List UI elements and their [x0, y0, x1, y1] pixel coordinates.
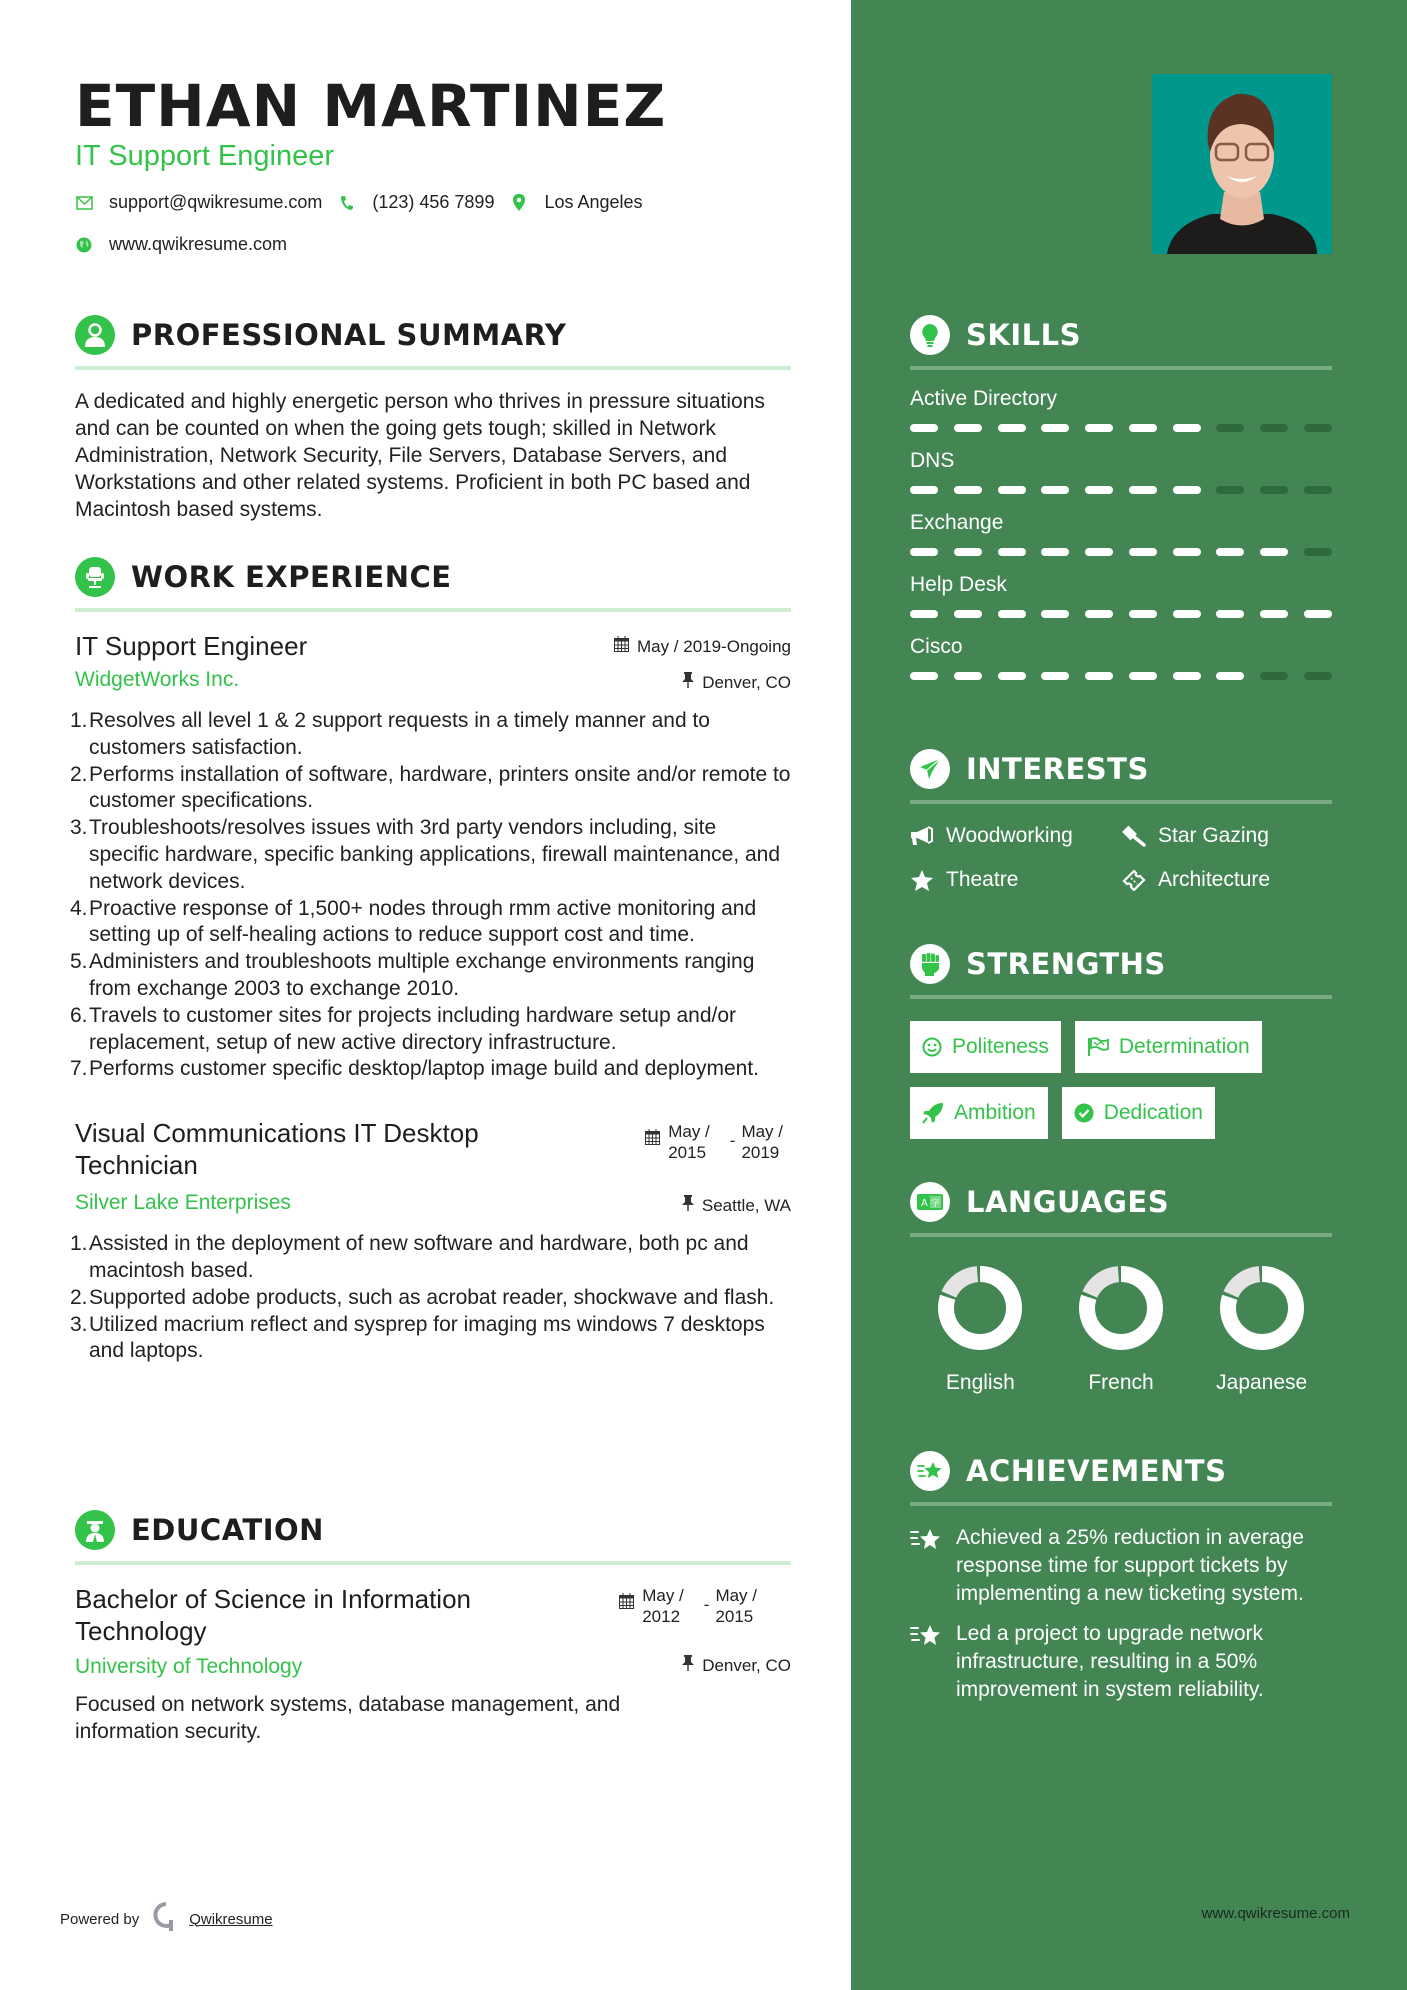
- skill-segment-filled: [1041, 424, 1069, 432]
- education-location: [682, 1655, 791, 1676]
- job-title: Visual Communications IT Desktop Technician: [75, 1118, 479, 1181]
- section-interests: [910, 748, 1332, 892]
- duty-item: 6. Travels to customer sites for projects including hardware setup and/or replacement, setup of new active directory infrastructure.: [70, 1003, 737, 1054]
- lightbulb-icon: [910, 315, 950, 355]
- section-divider: [75, 608, 791, 612]
- skill-segment-filled: [1041, 486, 1069, 494]
- skill-item: [910, 634, 1332, 680]
- skill-segment-filled: [1129, 486, 1157, 494]
- email-text: support@qwikresume.com: [109, 192, 323, 212]
- job-date: May / 2015 - May / 2019: [645, 1121, 791, 1163]
- achievement-item: Achieved a 25% reduction in average response time for support tickets by implementing a new ticketing system.: [910, 1524, 1332, 1608]
- interest-item: Architecture: [1122, 868, 1332, 892]
- qwikresume-logo-icon: [153, 1902, 179, 1936]
- language-donut: [1076, 1263, 1166, 1353]
- globe-icon: [75, 236, 93, 254]
- skill-name: DNS: [910, 449, 955, 472]
- user-icon: [75, 315, 115, 355]
- skill-segment-filled: [954, 610, 982, 618]
- language-item: [1191, 1263, 1332, 1395]
- location-text: Denver, CO: [702, 1655, 791, 1675]
- job-date: [614, 636, 791, 657]
- skill-segment-filled: [910, 610, 938, 618]
- skill-segment-filled: [1260, 610, 1288, 618]
- flag-icon: [1087, 1037, 1109, 1057]
- skill-segment-filled: [1041, 548, 1069, 556]
- duty-item: 1. Assisted in the deployment of new software and hardware, both pc and macintosh based.: [70, 1232, 749, 1282]
- gavel-icon: [1122, 825, 1146, 847]
- job-title: IT Support Engineer: [75, 631, 308, 661]
- phone-icon: [338, 194, 356, 212]
- skill-segment-filled: [998, 486, 1026, 494]
- skill-segment-filled: [1173, 672, 1201, 680]
- skill-segment-filled: [1041, 610, 1069, 618]
- powered-by: [60, 1902, 273, 1936]
- languages-list: [910, 1263, 1332, 1395]
- skill-segment-filled: [1216, 672, 1244, 680]
- location-text: Seattle, WA: [701, 1195, 791, 1215]
- skill-segment-filled: [1216, 610, 1244, 618]
- skill-segment-empty: [1304, 548, 1332, 556]
- section-divider: [910, 1502, 1332, 1506]
- skill-segment-empty: [1216, 424, 1244, 432]
- job-entry: [70, 630, 791, 1083]
- strength-badge: Dedication: [1062, 1087, 1215, 1139]
- education-date: May / 2012 - May / 2015: [619, 1585, 791, 1627]
- website-text: www.qwikresume.com: [109, 234, 288, 254]
- job-entry: [70, 1117, 791, 1365]
- smile-icon: [922, 1037, 942, 1057]
- education-description: Focused on network systems, database management, and information security.: [75, 1693, 621, 1743]
- skill-level-bar: [910, 610, 1332, 618]
- skill-item: [910, 510, 1332, 556]
- envelope-icon: [75, 194, 93, 212]
- strength-badge: Ambition: [910, 1087, 1048, 1139]
- summary-text: A dedicated and highly energetic person who thrives in pressure situations and can be counted on when the going gets tough; skilled in Network Administration, Network Security, File Servers, Database Servers, and Workstations and other related systems. Proficient in both PC based and Macintosh based systems.: [75, 390, 765, 521]
- location-text: Los Angeles: [544, 192, 643, 212]
- skill-segment-filled: [1173, 486, 1201, 494]
- degree-title: Bachelor of Science in Information Technology: [75, 1584, 471, 1646]
- pushpin-icon: [682, 1195, 694, 1216]
- skill-level-bar: [910, 548, 1332, 556]
- calendar-icon: [614, 636, 629, 657]
- job-location: [682, 672, 791, 693]
- skill-segment-filled: [1085, 610, 1113, 618]
- duties-list: [70, 708, 791, 1083]
- section-strengths: [910, 943, 1332, 1139]
- skill-segment-filled: [1129, 672, 1157, 680]
- candidate-name: ETHAN MARTINEZ: [75, 72, 667, 140]
- section-divider: [75, 1561, 791, 1565]
- duty-item: 3. Utilized macrium reflect and sysprep for imaging ms windows 7 desktops and laptops.: [70, 1312, 765, 1363]
- skill-segment-filled: [1173, 424, 1201, 432]
- skill-name: Active Directory: [910, 387, 1058, 410]
- skill-item: [910, 572, 1332, 618]
- skill-segment-filled: [1085, 672, 1113, 680]
- skill-segment-filled: [954, 486, 982, 494]
- date-end: May / 2015: [715, 1586, 757, 1626]
- skill-segment-filled: [1173, 610, 1201, 618]
- strength-badge: Politeness: [910, 1021, 1061, 1073]
- contact-row-website: [75, 234, 303, 255]
- skill-item: [910, 448, 1332, 494]
- school-name: University of Technology: [75, 1655, 303, 1678]
- shooting-star-icon: [910, 1622, 944, 1704]
- language-name: French: [1088, 1371, 1154, 1394]
- section-divider: [910, 995, 1332, 999]
- date-start: May / 2015: [668, 1122, 710, 1163]
- interests-list: [910, 824, 1332, 892]
- duty-item: 2. Performs installation of software, hardware, printers onsite and/or remote to customer specifications.: [70, 762, 791, 813]
- check-circle-icon: [1074, 1103, 1094, 1123]
- skill-segment-filled: [998, 610, 1026, 618]
- star-icon: [910, 870, 934, 891]
- section-experience: [70, 556, 791, 1365]
- contact-email[interactable]: [75, 192, 322, 213]
- duty-item: 2. Supported adobe products, such as acrobat reader, shockwave and flash.: [70, 1285, 775, 1309]
- skill-segment-empty: [1260, 672, 1288, 680]
- interest-item: Star Gazing: [1122, 824, 1332, 848]
- language-item: [1051, 1263, 1192, 1395]
- office-chair-icon: [75, 557, 115, 597]
- skills-list: [910, 386, 1332, 680]
- date-start: May / 2012: [642, 1586, 684, 1626]
- pushpin-icon: [682, 1655, 694, 1676]
- section-divider: [75, 366, 791, 370]
- section-title: WORK EXPERIENCE: [131, 560, 452, 594]
- graduate-icon: [75, 1510, 115, 1550]
- svg-text:A: A: [921, 1198, 928, 1209]
- skill-segment-filled: [1085, 424, 1113, 432]
- skill-segment-empty: [1304, 424, 1332, 432]
- skill-segment-filled: [998, 424, 1026, 432]
- contact-row: [75, 192, 659, 213]
- interest-item: Theatre: [910, 868, 1122, 892]
- section-languages: [910, 1181, 1332, 1395]
- skill-level-bar: [910, 672, 1332, 680]
- strengths-list: [910, 1021, 1332, 1139]
- skill-level-bar: [910, 486, 1332, 494]
- language-item: [910, 1263, 1051, 1395]
- candidate-title: IT Support Engineer: [75, 140, 335, 172]
- skill-segment-empty: [1304, 486, 1332, 494]
- section-title: LANGUAGES: [966, 1185, 1170, 1219]
- skill-segment-filled: [954, 672, 982, 680]
- fist-icon: [910, 944, 950, 984]
- language-donut: [1217, 1263, 1307, 1353]
- section-divider: [910, 1233, 1332, 1237]
- map-pin-icon: [510, 194, 528, 212]
- svg-text:字: 字: [931, 1199, 941, 1209]
- company-name: WidgetWorks Inc.: [75, 668, 240, 691]
- section-title: INTERESTS: [966, 752, 1149, 786]
- language-donut: [935, 1263, 1025, 1353]
- duty-item: 5. Administers and troubleshoots multiple exchange environments ranging from exchange 2003 to exchange 2010.: [70, 950, 755, 1000]
- skill-name: Exchange: [910, 511, 1004, 534]
- profile-photo: [1152, 74, 1332, 254]
- location-text: Denver, CO: [702, 672, 791, 692]
- skill-segment-filled: [998, 672, 1026, 680]
- rocket-icon: [922, 1102, 944, 1124]
- skill-segment-filled: [954, 424, 982, 432]
- achievement-item: Led a project to upgrade network infrastructure, resulting in a 50% improvement in system reliability.: [910, 1620, 1332, 1704]
- duty-item: 1. Resolves all level 1 & 2 support requests in a timely manner and to customers satisfaction.: [70, 709, 710, 759]
- skill-segment-filled: [1173, 548, 1201, 556]
- person-portrait-icon: [1152, 74, 1332, 254]
- skill-segment-filled: [1041, 672, 1069, 680]
- contact-phone[interactable]: [338, 192, 494, 213]
- strength-badge: Determination: [1075, 1021, 1262, 1073]
- phone-text: (123) 456 7899: [372, 192, 495, 212]
- section-title: EDUCATION: [131, 1513, 324, 1547]
- skill-segment-filled: [1304, 610, 1332, 618]
- section-title: SKILLS: [966, 318, 1081, 352]
- skill-segment-filled: [1129, 548, 1157, 556]
- skill-segment-filled: [910, 548, 938, 556]
- skill-segment-filled: [910, 672, 938, 680]
- section-divider: [910, 800, 1332, 804]
- skill-segment-filled: [954, 548, 982, 556]
- section-divider: [910, 366, 1332, 370]
- education-entry: [75, 1583, 791, 1745]
- skill-item: [910, 386, 1332, 432]
- qwikresume-link[interactable]: Qwikresume: [189, 1910, 273, 1928]
- ticket-icon: [1122, 869, 1146, 891]
- company-name: Silver Lake Enterprises: [75, 1191, 291, 1215]
- skill-name: Help Desk: [910, 573, 1007, 596]
- skill-segment-filled: [998, 548, 1026, 556]
- section-education: [75, 1509, 791, 1745]
- duty-item: 4. Proactive response of 1,500+ nodes through rmm active monitoring and setting up of self-healing actions to reduce support cost and time.: [70, 896, 757, 947]
- section-summary: [75, 314, 791, 523]
- pushpin-icon: [682, 672, 694, 693]
- shooting-star-icon: [910, 1526, 944, 1608]
- skill-segment-filled: [1085, 548, 1113, 556]
- skill-segment-empty: [1304, 672, 1332, 680]
- footer-website[interactable]: www.qwikresume.com: [1201, 1905, 1350, 1922]
- paper-plane-icon: [910, 749, 950, 789]
- powered-by-text: Powered by: [60, 1910, 140, 1928]
- skill-name: Cisco: [910, 635, 963, 658]
- section-title: PROFESSIONAL SUMMARY: [131, 318, 567, 352]
- duty-item: 7. Performs customer specific desktop/laptop image build and deployment.: [70, 1057, 760, 1081]
- contact-website[interactable]: [75, 234, 287, 255]
- skill-segment-filled: [1129, 610, 1157, 618]
- calendar-icon: [619, 1593, 634, 1614]
- translate-icon: [910, 1182, 950, 1222]
- language-name: Japanese: [1216, 1371, 1308, 1394]
- skill-segment-filled: [910, 424, 938, 432]
- skill-segment-filled: [910, 486, 938, 494]
- skill-segment-filled: [1216, 548, 1244, 556]
- section-achievements: [910, 1450, 1332, 1704]
- skill-level-bar: [910, 424, 1332, 432]
- language-name: English: [945, 1371, 1015, 1394]
- skill-segment-filled: [1260, 548, 1288, 556]
- skill-segment-filled: [1129, 424, 1157, 432]
- skill-segment-filled: [1085, 486, 1113, 494]
- interest-item: Woodworking: [910, 824, 1122, 848]
- calendar-icon: [645, 1129, 660, 1150]
- job-location: [682, 1195, 791, 1216]
- skill-segment-empty: [1260, 486, 1288, 494]
- contact-location: [510, 192, 642, 213]
- shooting-star-icon: [910, 1451, 950, 1491]
- skill-segment-empty: [1216, 486, 1244, 494]
- section-title: ACHIEVEMENTS: [966, 1454, 1227, 1488]
- skill-segment-empty: [1260, 424, 1288, 432]
- section-title: STRENGTHS: [966, 947, 1166, 981]
- date-end: May / 2019: [741, 1122, 783, 1163]
- date-text: May / 2019-Ongoing: [636, 636, 791, 656]
- duties-list: [70, 1231, 791, 1365]
- section-skills: [910, 314, 1332, 680]
- megaphone-icon: [910, 826, 934, 846]
- duty-item: 3. Troubleshoots/resolves issues with 3rd party vendors including, site specific hardware, specific banking applications, firewall maintenance, and network devices.: [70, 816, 781, 893]
